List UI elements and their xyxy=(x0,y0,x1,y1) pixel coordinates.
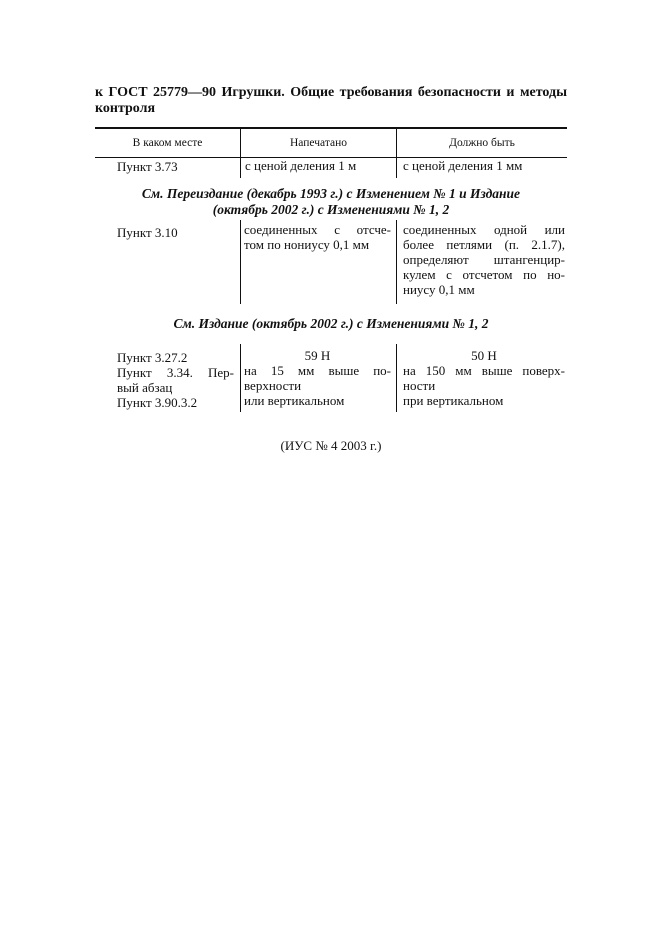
row2-printed-line: том по нониусу 0,1 мм xyxy=(244,237,370,252)
row2-divider-1 xyxy=(240,220,241,304)
note-2: См. Издание (октябрь 2002 г.) с Изменениями № 1, 2 xyxy=(173,316,489,331)
row3-place-line: вый абзац xyxy=(117,380,173,395)
row2-should-be-line: кулем с отсчетом по но- xyxy=(403,267,565,282)
note-1-line-1: См. Переиздание (декабрь 1993 г.) с Изменением № 1 и Издание xyxy=(141,186,521,201)
row3-place xyxy=(117,350,234,410)
row2-printed xyxy=(244,222,391,252)
note-1-line-2: (октябрь 2002 г.) с Изменениями № 1, 2 xyxy=(212,202,450,217)
row3-printed-force: 59 Н xyxy=(304,348,331,363)
row2-place: Пункт 3.10 xyxy=(117,225,178,240)
header-should-be: Должно быть xyxy=(449,137,515,149)
row3-place-line: Пункт 3.27.2 xyxy=(117,350,188,365)
row2-divider-2 xyxy=(396,220,397,304)
row3-printed-line: на 15 мм выше по- xyxy=(244,363,391,378)
row2-should-be xyxy=(403,222,565,297)
row3-divider-2 xyxy=(396,344,397,412)
row2-should-be-line: соединенных одной или xyxy=(403,222,565,237)
table-header xyxy=(95,127,567,158)
header-printed: Напечатано xyxy=(290,137,347,149)
row1-should-be: с ценой деления 1 мм xyxy=(403,158,523,173)
header-place: В каком месте xyxy=(132,137,203,149)
row2-printed-line: соединенных с отсче- xyxy=(244,222,391,237)
row3-should-be xyxy=(403,348,565,408)
row3-should-be-line: ности xyxy=(403,378,436,393)
row2-should-be-line: определяют штангенцир- xyxy=(403,252,565,267)
row3-should-be-line: при вертикальном xyxy=(403,393,504,408)
row2-should-be-line: ниусу 0,1 мм xyxy=(403,282,475,297)
row3-printed xyxy=(244,348,391,408)
row2-should-be-line: более петлями (п. 2.1.7), xyxy=(403,237,565,252)
note-1 xyxy=(95,186,567,218)
row3-place-line: Пункт 3.90.3.2 xyxy=(117,395,198,410)
row1-divider-2 xyxy=(396,156,397,178)
row3-should-be-line: на 150 мм выше поверх- xyxy=(403,363,565,378)
row3-printed-line: или вертикальном xyxy=(244,393,345,408)
row1-place: Пункт 3.73 xyxy=(117,159,178,174)
footer-reference: (ИУС № 4 2003 г.) xyxy=(280,438,382,453)
row1-printed: с ценой деления 1 м xyxy=(245,158,357,173)
row3-divider-1 xyxy=(240,344,241,412)
row3-place-line: Пункт 3.34. Пер- xyxy=(117,365,234,380)
document-title: к ГОСТ 25779—90 Игрушки. Общие требования безопасности и методы контроля xyxy=(95,85,567,116)
row3-should-be-force: 50 Н xyxy=(471,348,497,363)
row1-divider-1 xyxy=(240,156,241,178)
row3-printed-line: верхности xyxy=(244,378,302,393)
